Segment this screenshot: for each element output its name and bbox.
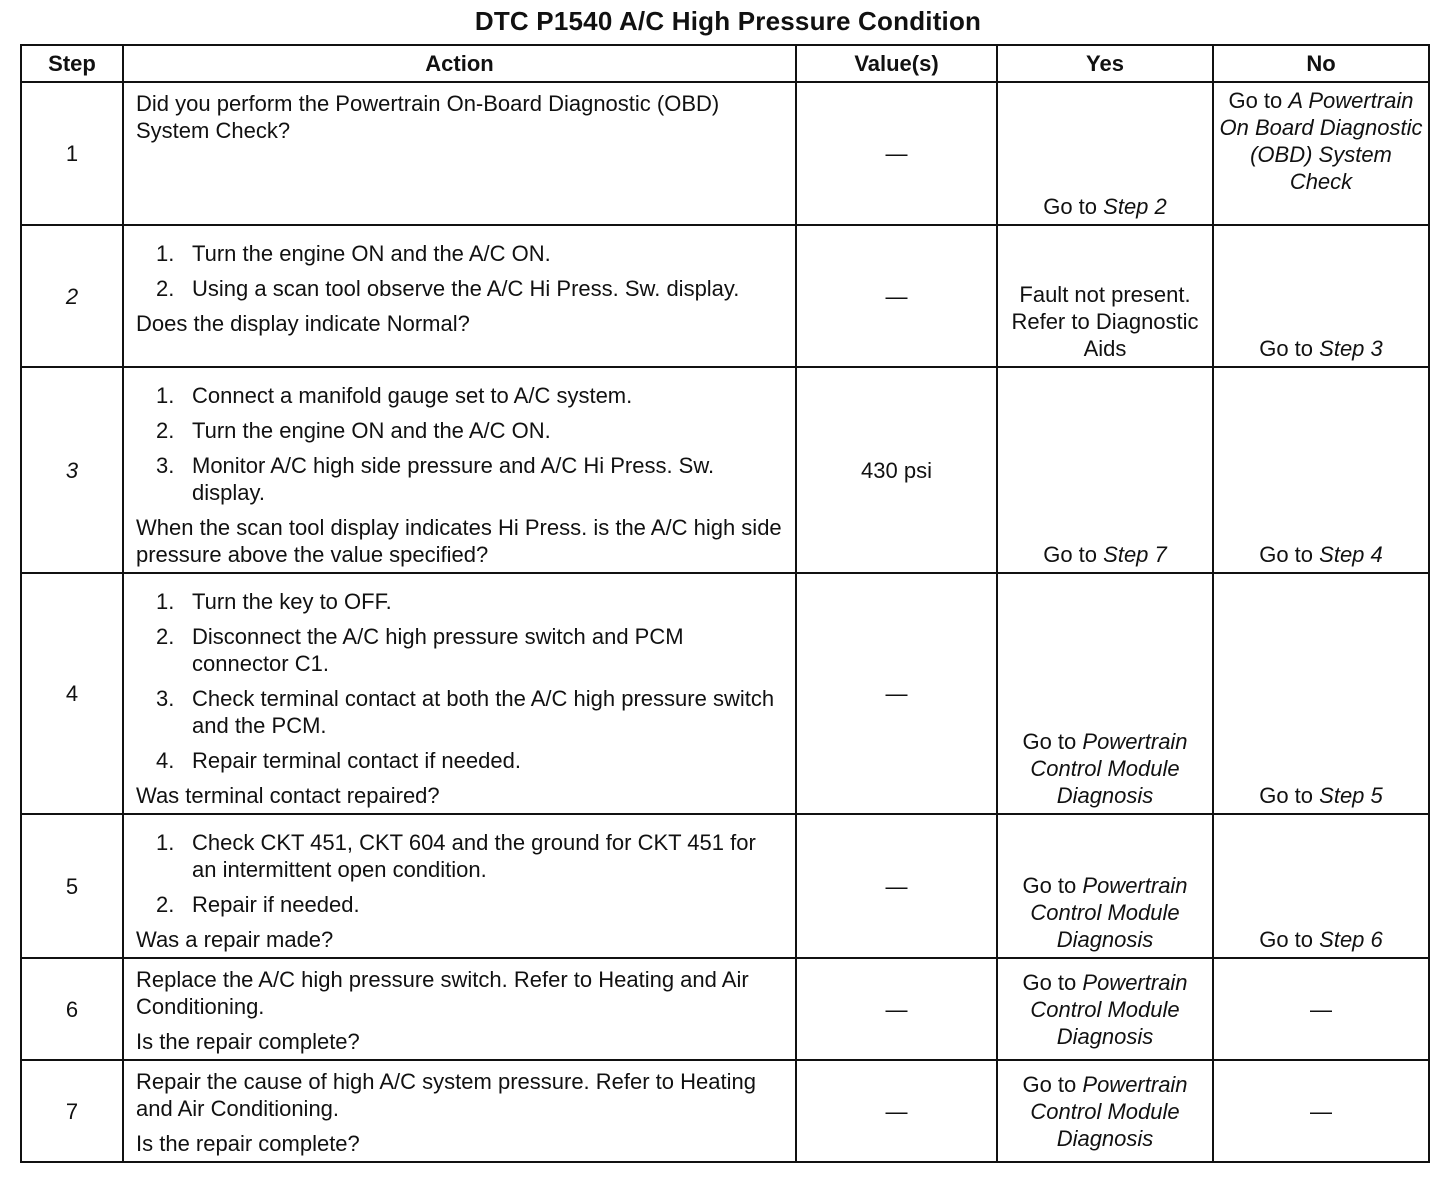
action-step-item: 2. Repair if needed. xyxy=(156,892,360,917)
step-number: 5 xyxy=(21,814,123,958)
no-cell xyxy=(1213,367,1429,573)
step-number: 7 xyxy=(21,1060,123,1162)
action-cell xyxy=(123,814,796,958)
yes-link[interactable]: Powertrain Control Module Diagnosis xyxy=(1030,1071,1188,1151)
table-row xyxy=(21,573,1429,814)
no-prefix: Go to xyxy=(1259,542,1314,567)
table-row xyxy=(21,82,1429,225)
yes-link[interactable]: Powertrain Control Module Diagnosis xyxy=(1030,729,1188,808)
no-prefix: Go to xyxy=(1228,88,1283,113)
yes-prefix: Go to xyxy=(1022,969,1077,995)
step-number: 3 xyxy=(21,367,123,573)
yes-cell xyxy=(997,1060,1213,1162)
action-text: Replace the A/C high pressure switch. Refer to Heating and Air Conditioning. xyxy=(136,967,749,1019)
no-prefix: Go to xyxy=(1259,336,1314,361)
action-cell xyxy=(123,1060,796,1162)
yes-link[interactable]: Step 2 xyxy=(1103,194,1167,219)
table-row xyxy=(21,814,1429,958)
no-link[interactable]: A Powertrain On Board Diagnostic (OBD) System Check xyxy=(1219,88,1423,194)
action-step-item: 1. Turn the engine ON and the A/C ON. xyxy=(156,241,551,266)
yes-prefix: Go to xyxy=(1043,194,1098,219)
yes-link[interactable]: Powertrain Control Module Diagnosis xyxy=(1030,969,1188,1049)
step-number: 6 xyxy=(21,958,123,1060)
value-cell: — xyxy=(796,958,997,1060)
action-text: Repair the cause of high A/C system pressure. Refer to Heating and Air Conditioning. xyxy=(136,1069,756,1121)
step-number: 4 xyxy=(21,573,123,814)
no-cell xyxy=(1213,82,1429,225)
step-number: 2 xyxy=(21,225,123,367)
header-values: Value(s) xyxy=(796,45,997,82)
yes-cell xyxy=(997,958,1213,1060)
action-question: Does the display indicate Normal? xyxy=(136,311,470,336)
value-cell: — xyxy=(796,225,997,367)
yes-link[interactable]: Step 7 xyxy=(1103,542,1167,567)
no-link[interactable]: Step 4 xyxy=(1319,542,1383,567)
action-question: Did you perform the Powertrain On-Board Diagnostic (OBD) System Check? xyxy=(136,91,720,143)
no-prefix: Go to xyxy=(1259,927,1314,952)
action-cell xyxy=(123,225,796,367)
action-question: Was terminal contact repaired? xyxy=(136,783,440,808)
yes-prefix: Go to xyxy=(1022,873,1077,898)
diagnostic-table xyxy=(20,44,1430,1163)
header-no: No xyxy=(1213,45,1429,82)
action-step-item: 1. Turn the key to OFF. xyxy=(156,589,392,614)
no-cell xyxy=(1213,225,1429,367)
value-cell: — xyxy=(796,1060,997,1162)
action-cell xyxy=(123,367,796,573)
no-cell xyxy=(1213,814,1429,958)
value-cell: — xyxy=(796,82,997,225)
yes-cell xyxy=(997,573,1213,814)
yes-cell xyxy=(997,367,1213,573)
yes-cell xyxy=(997,814,1213,958)
action-question: When the scan tool display indicates Hi Press. is the A/C high side pressure above the value specified? xyxy=(136,515,782,567)
yes-prefix: Go to xyxy=(1022,1071,1077,1097)
yes-cell: Fault not present. Refer to Diagnostic Aids xyxy=(997,225,1213,367)
no-link[interactable]: Step 6 xyxy=(1319,927,1383,952)
table-row xyxy=(21,367,1429,573)
header-row xyxy=(21,45,1429,82)
no-link[interactable]: Step 5 xyxy=(1319,783,1383,808)
action-question: Was a repair made? xyxy=(136,927,334,952)
action-step-item: 3. Monitor A/C high side pressure and A/C Hi Press. Sw. display. xyxy=(156,453,715,505)
action-step-item: 4. Repair terminal contact if needed. xyxy=(156,748,521,773)
table-row xyxy=(21,225,1429,367)
no-prefix: Go to xyxy=(1259,783,1314,808)
yes-link[interactable]: Powertrain Control Module Diagnosis xyxy=(1030,873,1188,952)
action-step-item: 3. Check terminal contact at both the A/C high pressure switch and the PCM. xyxy=(156,686,775,738)
action-cell xyxy=(123,82,796,225)
value-cell: — xyxy=(796,814,997,958)
action-cell xyxy=(123,958,796,1060)
yes-cell xyxy=(997,82,1213,225)
header-yes: Yes xyxy=(997,45,1213,82)
no-cell: — xyxy=(1213,1060,1429,1162)
no-link[interactable]: Step 3 xyxy=(1319,336,1383,361)
action-question: Is the repair complete? xyxy=(136,1131,360,1156)
action-question: Is the repair complete? xyxy=(136,1029,360,1054)
value-cell: — xyxy=(796,573,997,814)
no-cell xyxy=(1213,573,1429,814)
action-step-item: 2. Disconnect the A/C high pressure switch and PCM connector C1. xyxy=(156,624,684,676)
table-row xyxy=(21,958,1429,1060)
action-cell xyxy=(123,573,796,814)
no-cell: — xyxy=(1213,958,1429,1060)
action-steps xyxy=(136,240,785,302)
yes-prefix: Go to xyxy=(1043,542,1098,567)
action-step-item: 2. Turn the engine ON and the A/C ON. xyxy=(156,418,551,443)
action-steps xyxy=(136,382,785,506)
action-step-item: 1. Check CKT 451, CKT 604 and the ground for CKT 451 for an intermittent open condition. xyxy=(156,830,756,882)
value-cell: 430 psi xyxy=(796,367,997,573)
page-title: DTC P1540 A/C High Pressure Condition xyxy=(474,6,982,36)
header-action: Action xyxy=(123,45,796,82)
action-step-item: 2. Using a scan tool observe the A/C Hi Press. Sw. display. xyxy=(156,276,740,301)
header-step: Step xyxy=(21,45,123,82)
action-steps xyxy=(136,588,785,774)
yes-prefix: Go to xyxy=(1022,729,1077,754)
table-row xyxy=(21,1060,1429,1162)
action-step-item: 1. Connect a manifold gauge set to A/C system. xyxy=(156,383,633,408)
action-steps xyxy=(136,829,785,918)
step-number: 1 xyxy=(21,82,123,225)
